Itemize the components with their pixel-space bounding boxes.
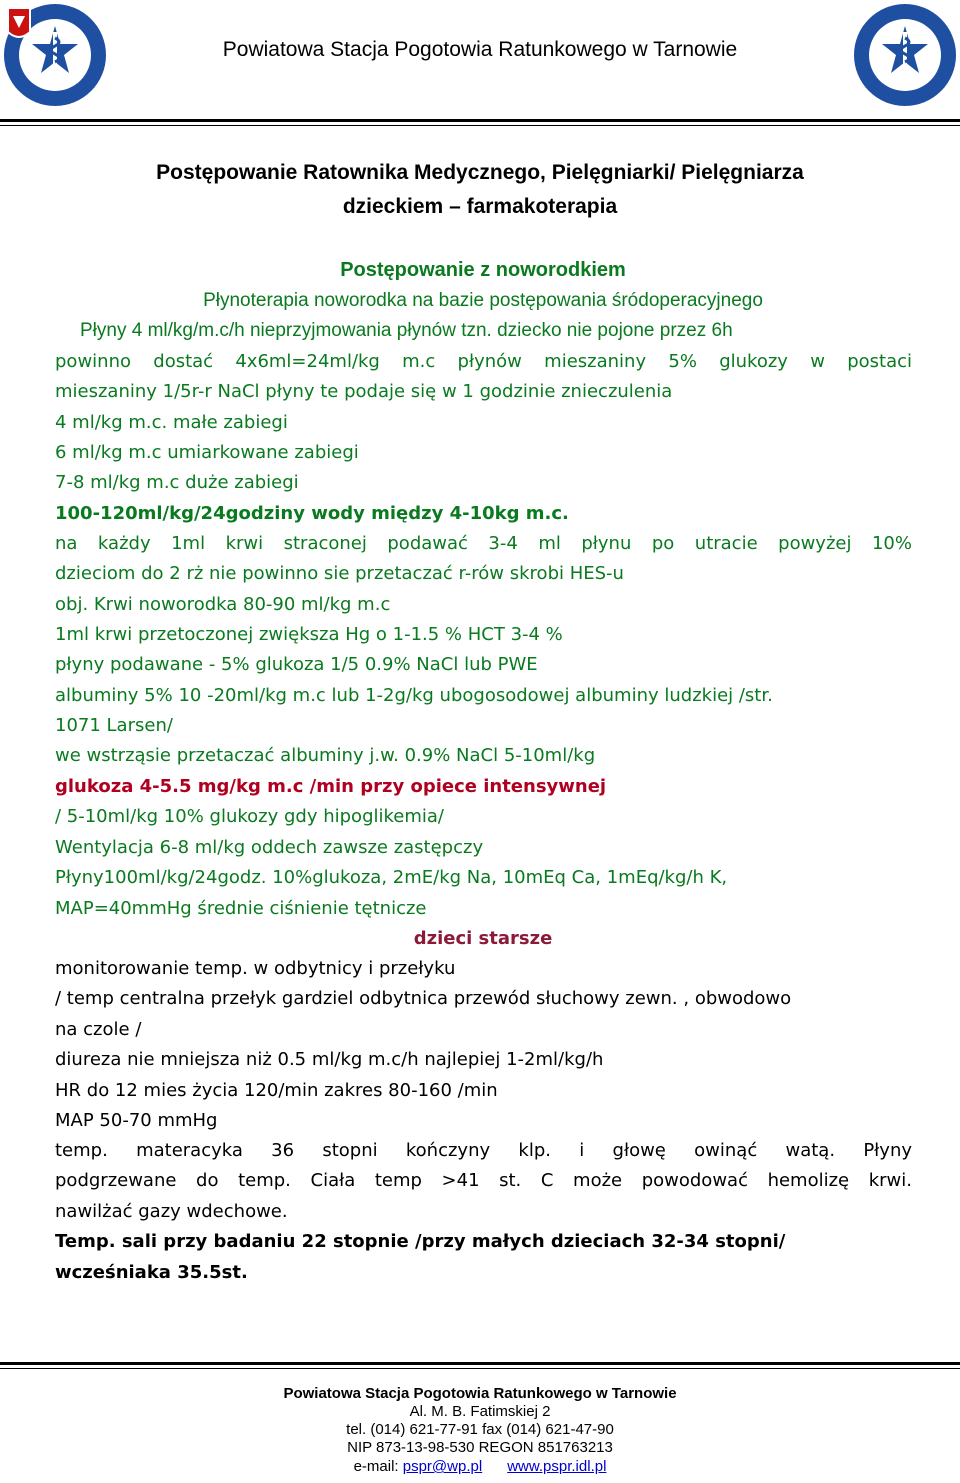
section-heading-newborn: Postępowanie z noworodkiem: [340, 259, 626, 281]
text-line-highlight: glukoza 4-5.5 mg/kg m.c /min przy opiece intensywnej: [55, 776, 607, 797]
text-line: monitorowanie temp. w odbytnicy i przełyku: [55, 958, 456, 979]
text-line: 1071 Larsen/: [55, 715, 173, 736]
text-line: Wentylacja 6-8 ml/kg oddech zawsze zastępczy: [55, 837, 484, 858]
section-heading-older-children: dzieci starsze: [413, 928, 553, 949]
footer-website-link[interactable]: www.pspr.idl.pl: [507, 1458, 607, 1475]
footer-divider: [0, 1362, 960, 1365]
header-divider-thin: [0, 125, 960, 126]
text-line: mieszaniny 1/5r-r NaCl płyny te podaje się w 1 godzinie znieczulenia: [55, 381, 673, 402]
text-line: obj. Krwi noworodka 80-90 ml/kg m.c: [55, 594, 391, 615]
text-line-bold: wcześniaka 35.5st.: [55, 1262, 248, 1283]
text-line: Płyny 4 ml/kg/m.c/h nieprzyjmowania płynów tzn. dziecko nie pojone przez 6h: [80, 320, 733, 341]
header-title: Powiatowa Stacja Pogotowia Ratunkowego w Tarnowie: [222, 38, 738, 61]
text-line: MAP 50-70 mmHg: [55, 1110, 218, 1131]
footer-ids: NIP 873-13-98-530 REGON 851763213: [347, 1439, 613, 1456]
footer-address: Al. M. B. Fatimskiej 2: [409, 1403, 551, 1420]
text-line: albuminy 5% 10 -20ml/kg m.c lub 1-2g/kg ubogosodowej albuminy ludzkiej /str.: [55, 685, 773, 706]
text-line: / temp centralna przełyk gardziel odbytnica przewód słuchowy zewn. , obwodowo: [55, 988, 792, 1009]
text-line: płyny podawane - 5% glukoza 1/5 0.9% NaCl lub PWE: [55, 654, 538, 675]
text-line: 6 ml/kg m.c umiarkowane zabiegi: [55, 442, 359, 463]
text-line: Płynoterapia noworodka na bazie postępowania śródoperacyjnego: [203, 290, 763, 311]
text-line: / 5-10ml/kg 10% glukozy gdy hipoglikemia/: [55, 806, 444, 827]
text-line: MAP=40mmHg średnie ciśnienie tętnicze: [55, 898, 427, 919]
footer-email-label: e-mail:: [353, 1458, 403, 1475]
header-divider: [0, 119, 960, 122]
text-line: HR do 12 mies życia 120/min zakres 80-160 /min: [55, 1080, 498, 1101]
text-line: 1ml krwi przetoczonej zwiększa Hg o 1-1.5 % HCT 3-4 %: [55, 624, 563, 645]
text-line: Płyny100ml/kg/24godz. 10%glukoza, 2mE/kg Na, 10mEq Ca, 1mEq/kg/h K,: [55, 867, 728, 888]
footer-organization: Powiatowa Stacja Pogotowia Ratunkowego w Tarnowie: [283, 1385, 677, 1402]
text-line: dzieciom do 2 rż nie powinno sie przetaczać r-rów skrobi HES-u: [55, 563, 624, 584]
footer-phone: tel. (014) 621-77-91 fax (014) 621-47-90: [346, 1421, 614, 1438]
text-line: na każdy 1ml krwi straconej podawać 3-4 ml płynu po utracie powyżej 10%: [55, 533, 912, 554]
footer-email-link[interactable]: pspr@wp.pl: [402, 1458, 483, 1475]
text-line: temp. materacyka 36 stopni kończyny klp. i głowę owinąć watą. Płyny: [55, 1140, 912, 1161]
footer-contact: [0, 1458, 960, 1476]
text-line: na czole /: [55, 1019, 142, 1040]
document-title-line1: Postępowanie Ratownika Medycznego, Pielęgniarki/ Pielęgniarza: [156, 161, 804, 184]
document-title-line2: dzieckiem – farmakoterapia: [342, 195, 618, 218]
text-line: 7-8 ml/kg m.c duże zabiegi: [55, 472, 299, 493]
text-line: podgrzewane do temp. Ciała temp >41 st. C może powodować hemolizę krwi.: [55, 1170, 912, 1191]
text-line: nawilżać gazy wdechowe.: [55, 1201, 288, 1222]
text-line: 4 ml/kg m.c. małe zabiegi: [55, 412, 288, 433]
text-line: diureza nie mniejsza niż 0.5 ml/kg m.c/h najlepiej 1-2ml/kg/h: [55, 1049, 604, 1070]
text-line-bold: Temp. sali przy badaniu 22 stopnie /przy małych dzieciach 32-34 stopni/: [55, 1231, 786, 1252]
text-line: powinno dostać 4x6ml=24ml/kg m.c płynów mieszaniny 5% glukozy w postaci: [55, 351, 912, 372]
text-line-bold: 100-120ml/kg/24godziny wody między 4-10kg m.c.: [55, 503, 569, 524]
footer-divider-thin: [0, 1368, 960, 1369]
text-line: we wstrząsie przetaczać albuminy j.w. 0.9% NaCl 5-10ml/kg: [55, 745, 596, 766]
